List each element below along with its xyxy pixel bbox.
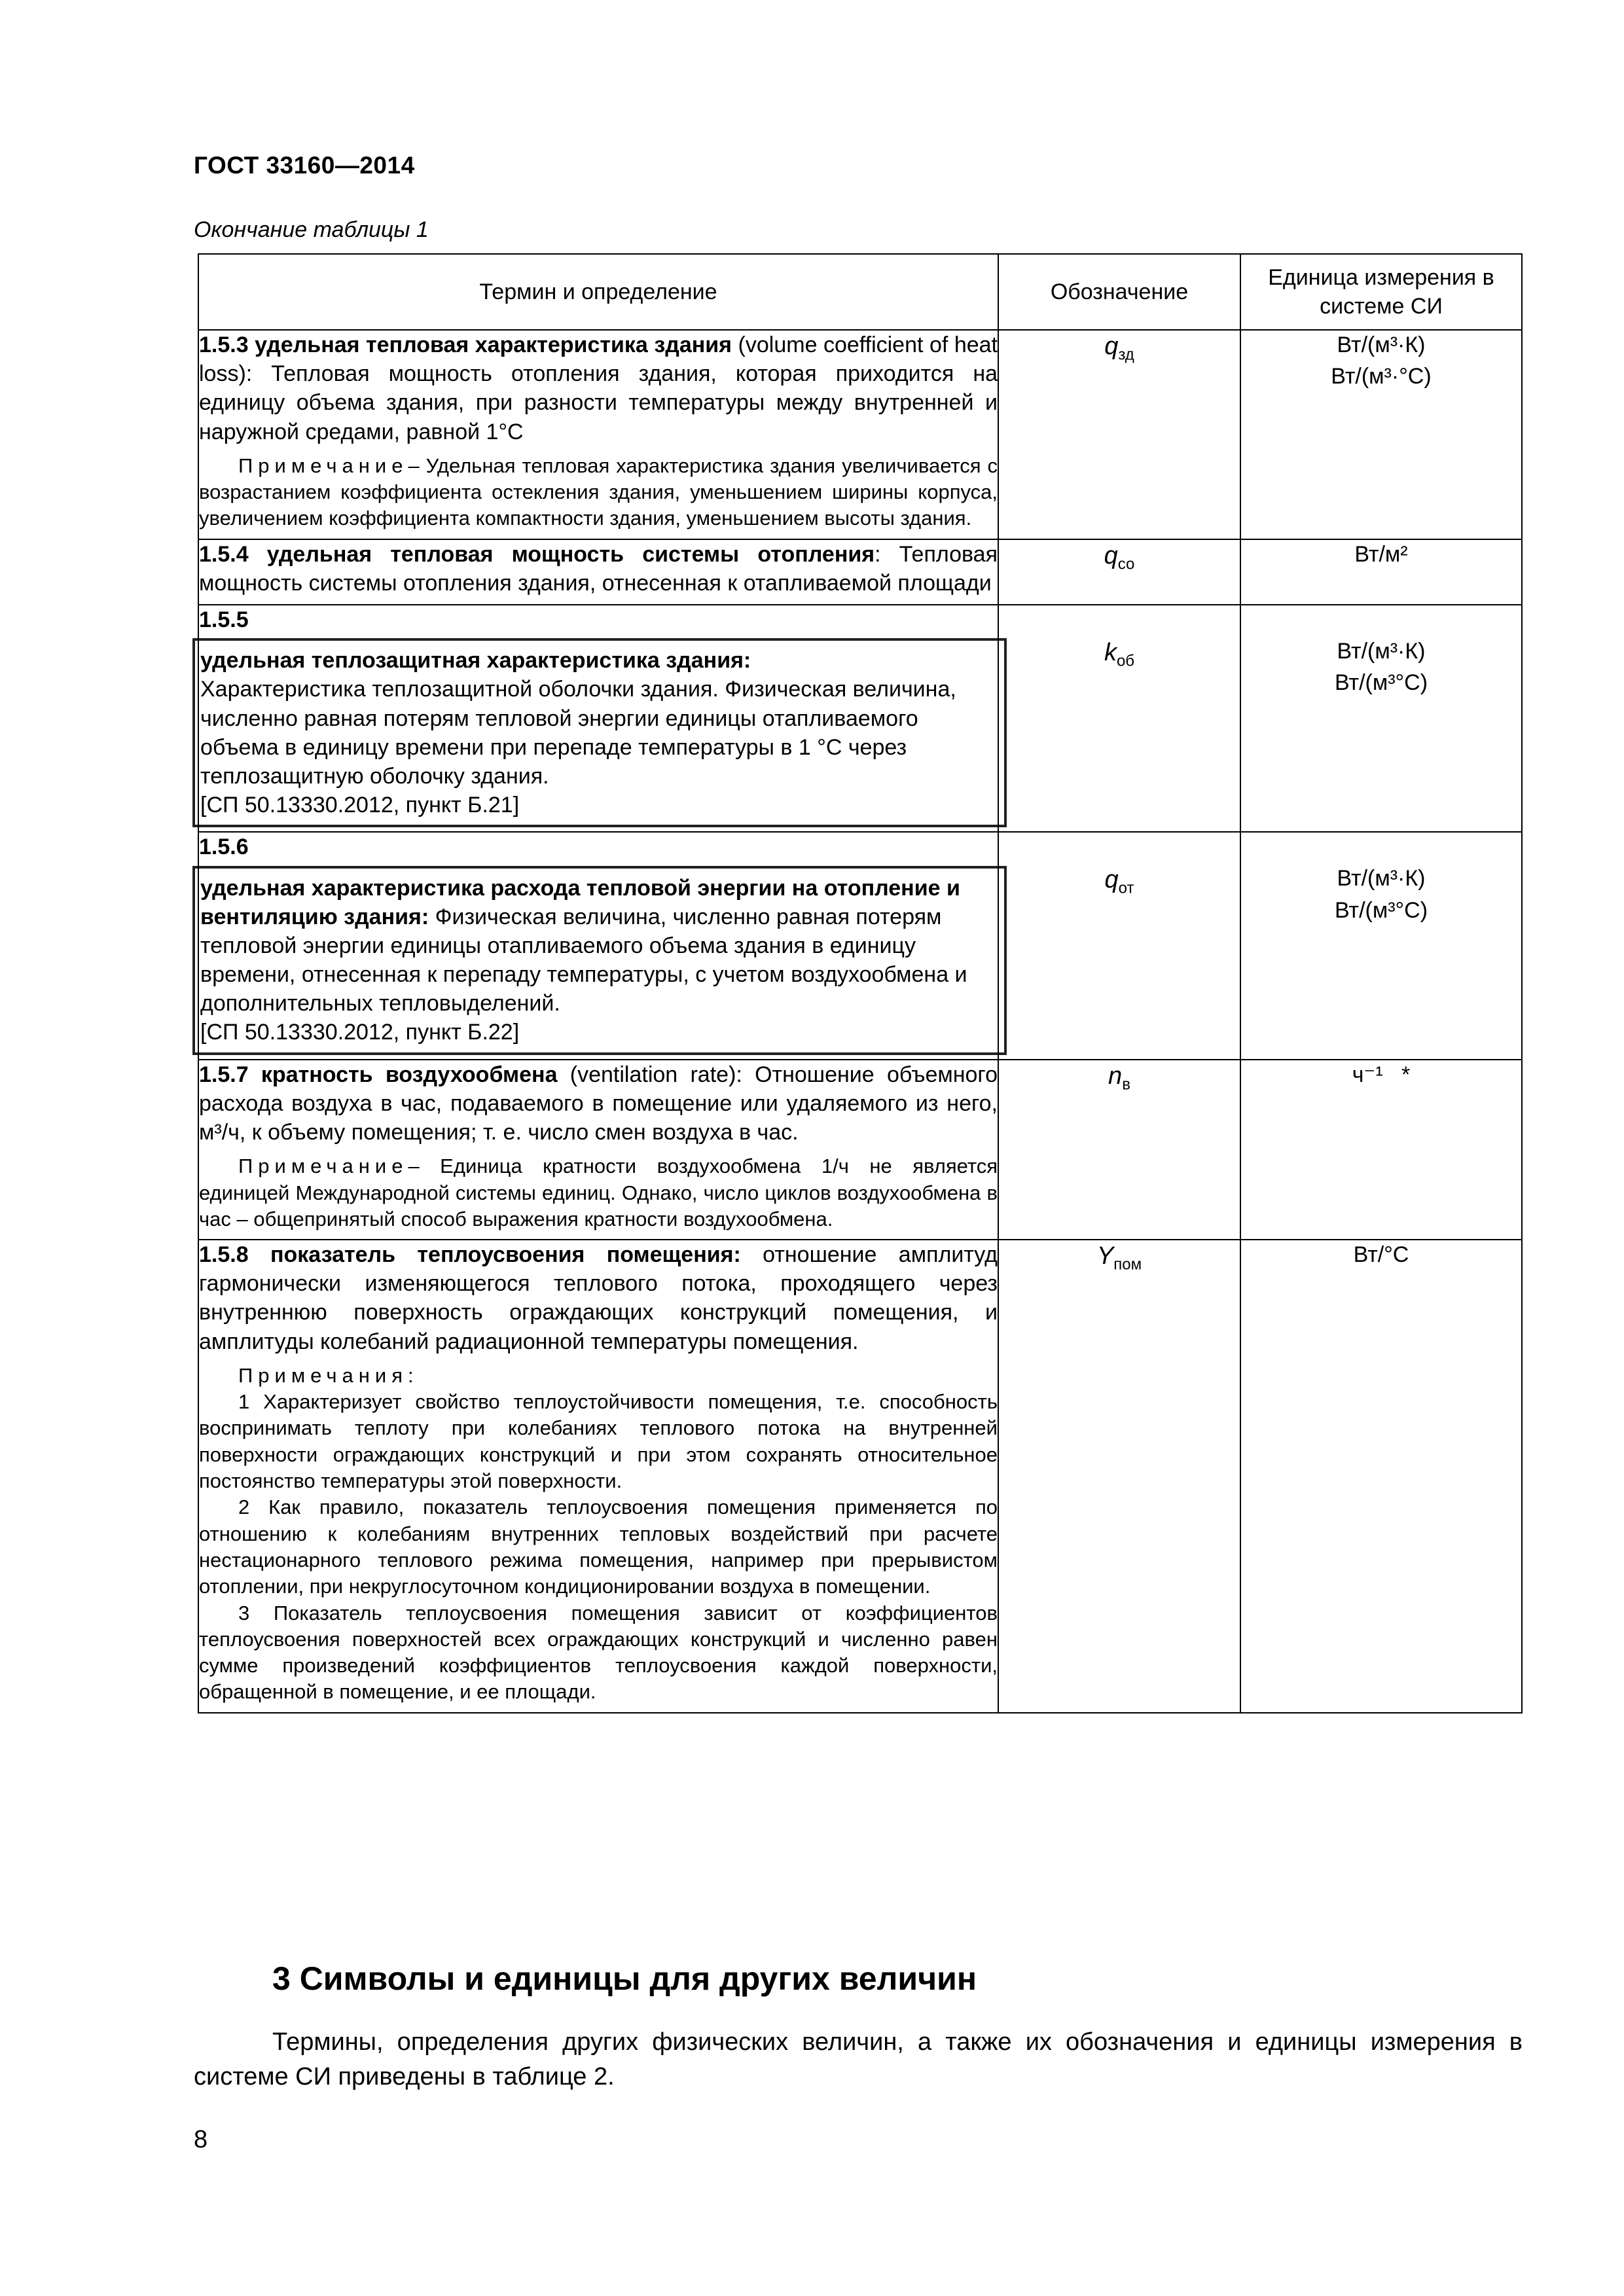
unit-cell (1240, 1240, 1522, 1713)
note-text: – Удельная тепловая характеристика здания увеличивается с возрастанием коэффициента остекления здания, уменьшением ширины корпуса, увеличением коэффициента компактности здания, уменьшением высоты здания. (199, 454, 998, 530)
term-text: (volume coefficient of heat loss): Тепловая мощность отопления здания, которая приходится на единицу объема здания, при разности температуры между внутренней и наружной средами, равной 1°С (199, 332, 998, 444)
note-item: 3 Показатель теплоусвоения помещения зависит от коэффициентов теплоусвоения поверхностей всех ограждающих конструкций и численно равен сумме произведений коэффициентов теплоусвоения каждой поверхности, обращенной в помещение, и ее площади. (199, 1601, 998, 1704)
symbol: $k_{об}$ (1104, 639, 1135, 670)
header-unit: Единица измерения в системе СИ (1240, 254, 1522, 330)
term-number: 1.5.4 (199, 541, 249, 567)
term-number: 1.5.3 (199, 332, 249, 357)
header-term: Термин и определение (198, 254, 998, 330)
definition-box (192, 638, 1007, 827)
term-number: 1.5.6 (199, 834, 249, 860)
table-row (198, 605, 1522, 832)
unit-value: ч⁻¹ * (1352, 1062, 1411, 1087)
symbol: $n_в$ (1108, 1062, 1130, 1094)
unit-cell (1240, 605, 1522, 832)
term-note (199, 1153, 998, 1232)
unit-cell (1240, 330, 1522, 539)
term-reference: [СП 50.13330.2012, пункт Б.21] (200, 793, 520, 818)
term-title: удельная характеристика расхода тепловой энергии на отопление и вентиляцию здания: (200, 875, 960, 929)
term-cell (198, 605, 998, 832)
term-title: удельная теплозащитная характеристика здания: (200, 648, 751, 673)
symbol: $q_{со}$ (1104, 541, 1135, 573)
term-definition (199, 540, 998, 598)
symbol-cell (998, 1060, 1240, 1240)
term-number: 1.5.8 (199, 1242, 249, 1268)
symbol: $q_{от}$ (1104, 866, 1134, 897)
table-row (198, 330, 1522, 539)
notes-label: Примечания: (238, 1363, 419, 1387)
term-title: удельная тепловая мощность системы отопления (266, 541, 875, 567)
table-row (198, 832, 1522, 1059)
terms-table (198, 253, 1523, 1713)
term-cell (198, 1240, 998, 1713)
symbol-cell (998, 832, 1240, 1059)
unit-value: Вт/(м³·К) (1337, 332, 1426, 357)
term-cell (198, 330, 998, 539)
unit-value-alt: Вт/(м³°С) (1334, 670, 1428, 696)
section-title: 3 Символы и единицы для других величин (272, 1960, 977, 1997)
unit-cell (1240, 832, 1522, 1059)
term-definition (199, 331, 998, 446)
note-item: 2 Как правило, показатель теплоусвоения помещения применяется по отношению к колебаниям внутренних тепловых воздействий при расчете нестационарного теплового режима помещения, например при прерывистом отоплении, при некруглосуточном кондиционировании воздуха в помещении. (199, 1496, 998, 1598)
table-header-row (198, 254, 1522, 330)
term-cell (198, 832, 998, 1059)
unit-value: Вт/м² (1354, 541, 1408, 567)
section-paragraph: Термины, определения других физических величин, а также их обозначения и единицы измерения в системе СИ приведены в таблице 2. (194, 2028, 1523, 2091)
unit-value-alt: Вт/(м³·°С) (1331, 364, 1432, 389)
term-reference: [СП 50.13330.2012, пункт Б.22] (200, 1020, 520, 1045)
term-text: отношение амплитуд гармонически изменяющегося теплового потока, проходящего через внутреннюю поверхность ограждающих конструкций помещения, и амплитуды колебаний радиационной температуры помещения. (199, 1242, 998, 1354)
term-definition (200, 874, 999, 1018)
symbol-cell (998, 539, 1240, 605)
symbol: $q_{зд}$ (1104, 332, 1134, 364)
unit-value-alt: Вт/(м³°С) (1334, 897, 1428, 923)
term-cell (198, 1060, 998, 1240)
table-row (198, 1240, 1522, 1713)
document-code: ГОСТ 33160—2014 (194, 152, 415, 179)
symbol: $Y_{пом}$ (1096, 1242, 1142, 1274)
symbol-cell (998, 1240, 1240, 1713)
page-number: 8 (194, 2126, 208, 2153)
term-text: Физическая величина, численно равная потерям тепловой энергии единицы отапливаемого объема здания в единицу времени, отнесенная к перепаду температуры, с учетом воздухообмена и дополнительных тепловыделений. (200, 904, 967, 1016)
unit-value: Вт/(м³·К) (1337, 639, 1426, 664)
term-notes (199, 1363, 998, 1706)
term-note (199, 453, 998, 532)
unit-cell (1240, 539, 1522, 605)
term-title: удельная тепловая характеристика здания (255, 332, 732, 357)
term-text: Характеристика теплозащитной оболочки здания. Физическая величина, численно равная потерям тепловой энергии единицы отапливаемого объема в единицу времени при перепаде температуры в 1 °С через теплозащитную оболочку здания. (200, 677, 956, 789)
term-definition (199, 1240, 998, 1356)
unit-cell (1240, 1060, 1522, 1240)
term-text: (ventilation rate): Отношение объемного расхода воздуха в час, подаваемого в помещение или удаляемого из него, м³/ч, к объему помещения; т. е. число смен воздуха в час. (199, 1062, 998, 1145)
symbol-cell (998, 605, 1240, 832)
symbol-cell (998, 330, 1240, 539)
term-title: показатель теплоусвоения помещения: (270, 1242, 741, 1268)
term-definition (199, 1060, 998, 1147)
term-number: 1.5.5 (199, 607, 249, 633)
term-cell (198, 539, 998, 605)
unit-value: Вт/°С (1353, 1242, 1409, 1268)
term-number: 1.5.7 (199, 1062, 249, 1087)
table-row (198, 539, 1522, 605)
note-label: Примечание (238, 1155, 408, 1178)
note-label: Примечание (238, 454, 408, 477)
unit-value: Вт/(м³·К) (1337, 866, 1426, 891)
term-text: : Тепловая мощность системы отопления здания, отнесенная к отапливаемой площади (199, 541, 998, 596)
table-caption: Окончание таблицы 1 (194, 217, 429, 242)
header-symbol: Обозначение (998, 254, 1240, 330)
note-text: – Единица кратности воздухообмена 1/ч не является единицей Международной системы единиц. Однако, число циклов воздухообмена в час – общепринятый способ выражения кратности воздухообмена. (199, 1155, 998, 1230)
note-item: 1 Характеризует свойство теплоустойчивости помещения, т.е. способность воспринимать теплоту при колебаниях теплового потока на внутренней поверхности ограждающих конструкций и при этом сохранять относительное постоянство температуры этой поверхности. (199, 1390, 998, 1493)
definition-box (192, 866, 1007, 1055)
term-title: кратность воздухообмена (261, 1062, 558, 1087)
table-row (198, 1060, 1522, 1240)
